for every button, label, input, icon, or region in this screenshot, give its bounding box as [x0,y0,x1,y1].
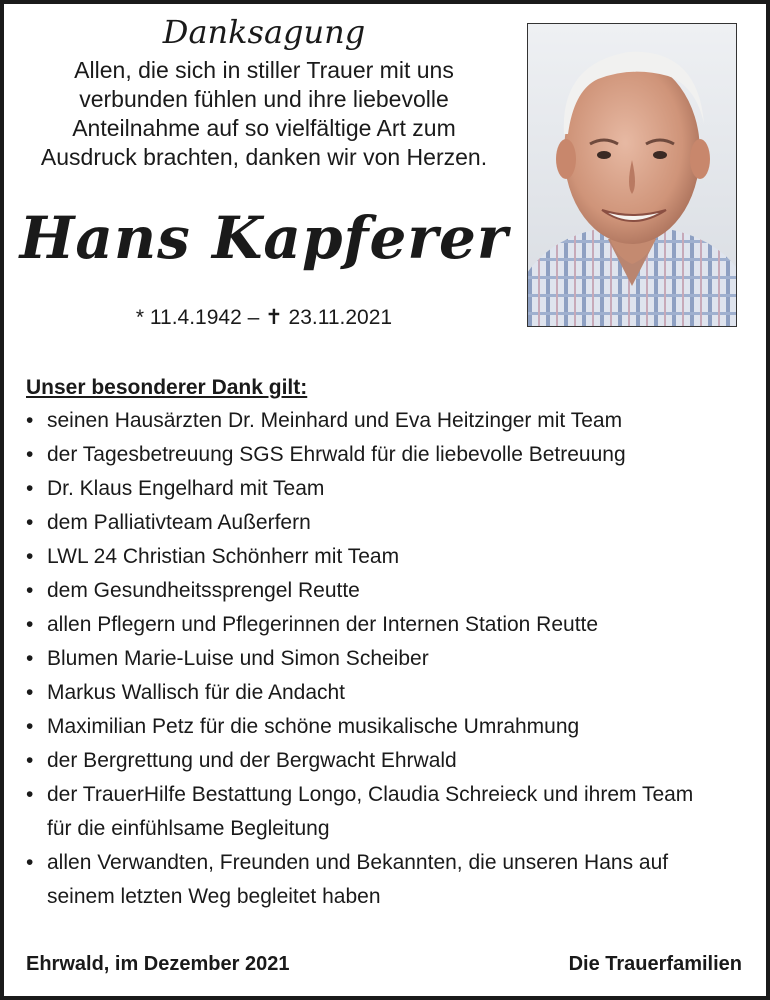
list-item-text: der Bergrettung und der Bergwacht Ehrwald [47,749,457,772]
list-item [26,744,756,778]
list-item [26,540,756,574]
list-item [26,710,756,744]
list-item-text: LWL 24 Christian Schönherr mit Team [47,545,400,568]
thanks-heading: Unser besonderer Dank gilt: [26,376,308,399]
list-item-text: dem Palliativteam Außerfern [47,511,311,534]
thanks-section [26,374,756,914]
place-date: Ehrwald, im Dezember 2021 [26,953,290,975]
list-item-text: der Tagesbetreuung SGS Ehrwald für die liebevolle Betreuung [47,443,626,466]
list-item-text: Dr. Klaus Engelhard mit Team [47,477,325,500]
list-item [26,778,756,846]
list-item-text: Blumen Marie-Luise und Simon Scheiber [47,647,429,670]
intro-line: verbunden fühlen und ihre liebevolle [79,86,449,112]
thanks-list [26,404,756,914]
list-item-text: der TrauerHilfe Bestattung Longo, Claudia Schreieck und ihrem Team [47,783,694,806]
deceased-name: Hans Kapferer [19,204,509,272]
list-item [26,574,756,608]
list-item [26,404,756,438]
intro-text [14,56,514,172]
list-item [26,506,756,540]
intro-line: Allen, die sich in stiller Trauer mit uns [74,57,454,83]
intro-line: Anteilnahme auf so vielfältige Art zum [72,115,456,141]
list-item [26,438,756,472]
list-item [26,846,756,914]
list-item [26,642,756,676]
list-item [26,676,756,710]
signature: Die Trauerfamilien [568,953,742,975]
list-item-text: Markus Wallisch für die Andacht [47,681,346,704]
header-block [14,12,514,172]
list-item-text: seinem letzten Weg begleitet haben [47,885,381,908]
list-item-text: allen Pflegern und Pflegerinnen der Internen Station Reutte [47,613,599,636]
list-item-text: allen Verwandten, Freunden und Bekannten, die unseren Hans auf [47,851,669,874]
list-item-text: Maximilian Petz für die schöne musikalische Umrahmung [47,715,580,738]
intro-line: Ausdruck brachten, danken wir von Herzen. [40,144,488,170]
life-dates: * 11.4.1942 – ✝ 23.11.2021 [135,306,393,329]
list-item [26,472,756,506]
list-item-text: für die einfühlsame Begleitung [47,817,330,840]
list-item-text: dem Gesundheitssprengel Reutte [47,579,360,602]
portrait-photo [527,23,737,327]
list-item-text: seinen Hausärzten Dr. Meinhard und Eva Heitzinger mit Team [47,409,623,432]
notice-title: Danksagung [162,13,366,51]
list-item [26,608,756,642]
